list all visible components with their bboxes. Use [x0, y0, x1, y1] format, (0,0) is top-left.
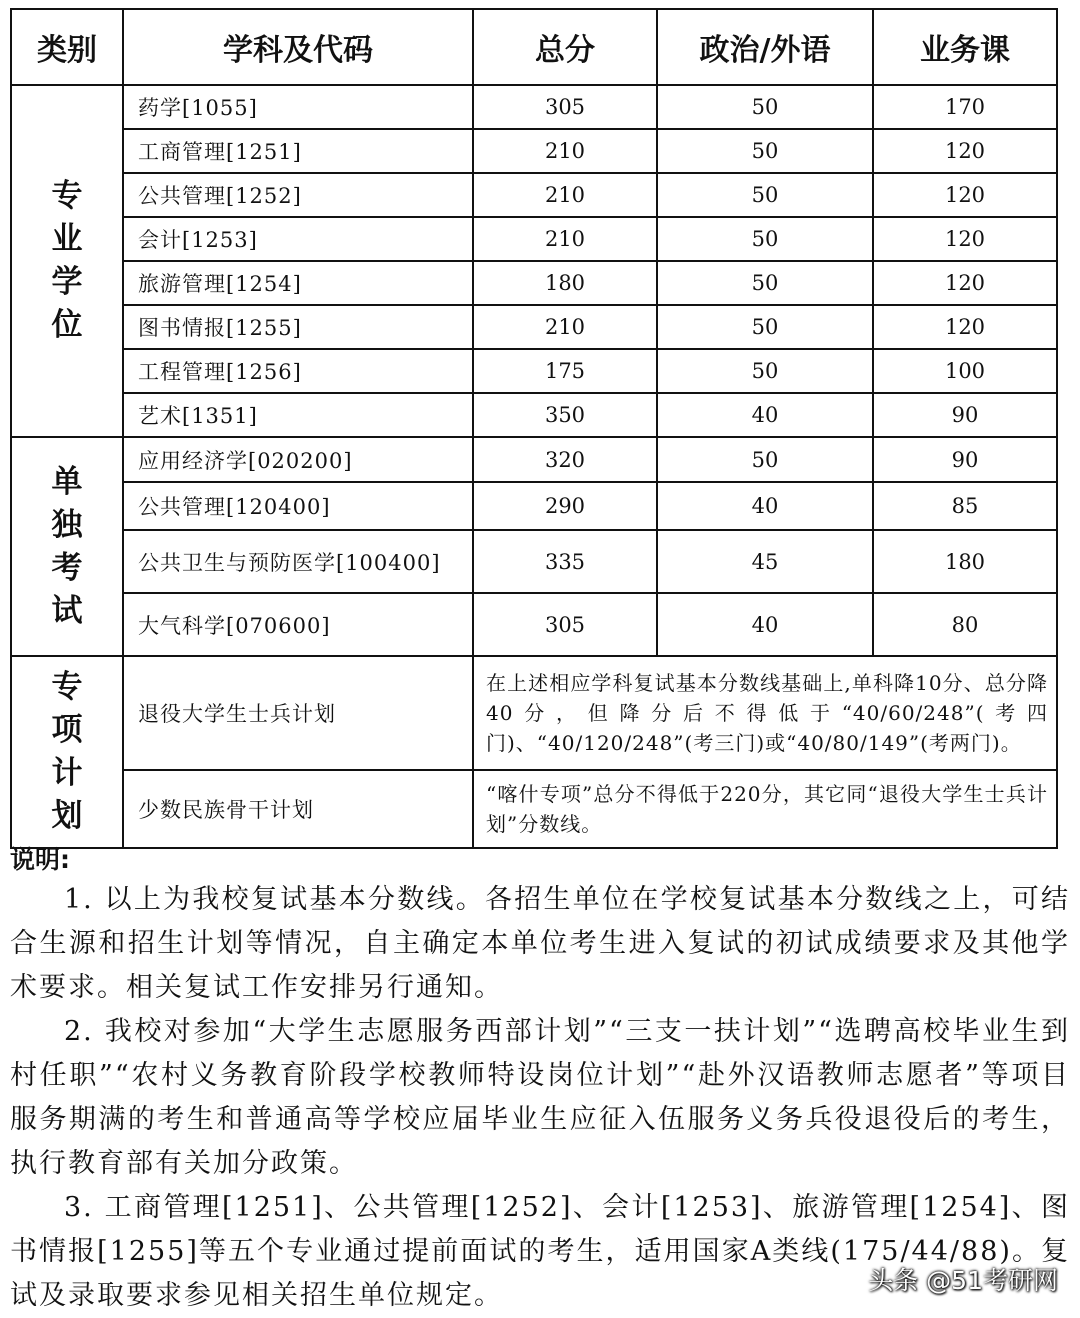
- major-cell: 120: [873, 129, 1057, 173]
- major-cell: 120: [873, 173, 1057, 217]
- header-politics-language: 政治/外语: [657, 9, 873, 85]
- header-category: 类别: [11, 9, 123, 85]
- table-row: [11, 593, 1057, 656]
- subject-cell: 少数民族骨干计划: [123, 770, 473, 848]
- category-label: 专业学位: [51, 178, 83, 343]
- total-cell: 210: [473, 173, 657, 217]
- subject-cell: 大气科学[070600]: [123, 593, 473, 656]
- note-paragraph: 1. 以上为我校复试基本分数线。各招生单位在学校复试基本分数线之上，可结合生源和招生计划等情况，自主确定本单位考生进入复试的初试成绩要求及其他学术要求。相关复试工作安排另行通知。: [10, 884, 1070, 1003]
- category-cell-professional: [11, 85, 123, 437]
- subject-cell: 药学[1055]: [123, 85, 473, 129]
- total-cell: 335: [473, 530, 657, 593]
- note-paragraph: 2. 我校对参加“大学生志愿服务西部计划”“三支一扶计划”“选聘高校毕业生到村任职”“农村义务教育阶段学校教师特设岗位计划”“赴外汉语教师志愿者”等项目服务期满的考生和普通高等学校应届毕业生应征入伍服务义务兵役退役后的考生，执行教育部有关加分政策。: [10, 1016, 1070, 1179]
- table-row: [11, 530, 1057, 593]
- total-cell: 305: [473, 85, 657, 129]
- politics-cell: 40: [657, 593, 873, 656]
- note-cell: 在上述相应学科复试基本分数线基础上,单科降10分、总分降40分，但降分后不得低于“40/60/248”(考四门)、“40/120/248”(考三门)或“40/80/149”(考两门)。: [473, 656, 1057, 770]
- politics-cell: 50: [657, 437, 873, 482]
- total-cell: 175: [473, 349, 657, 393]
- table-row: [11, 349, 1057, 393]
- table-row: [11, 305, 1057, 349]
- total-cell: 320: [473, 437, 657, 482]
- note-cell: “喀什专项”总分不得低于220分，其它同“退役大学生士兵计划”分数线。: [473, 770, 1057, 848]
- note-paragraph: 3. 工商管理[1251]、公共管理[1252]、会计[1253]、旅游管理[1254]、图书情报[1255]等五个专业通过提前面试的考生，适用国家A类线(175/44/88)。复试及录取要求参见相关招生单位规定。: [10, 1192, 1070, 1311]
- major-cell: 170: [873, 85, 1057, 129]
- total-cell: 210: [473, 305, 657, 349]
- total-cell: 305: [473, 593, 657, 656]
- subject-cell: 旅游管理[1254]: [123, 261, 473, 305]
- total-cell: 180: [473, 261, 657, 305]
- major-cell: 100: [873, 349, 1057, 393]
- table-row: [11, 770, 1057, 848]
- subject-cell: 退役大学生士兵计划: [123, 656, 473, 770]
- politics-cell: 40: [657, 482, 873, 530]
- politics-cell: 45: [657, 530, 873, 593]
- table-row: [11, 482, 1057, 530]
- table-row: [11, 85, 1057, 129]
- category-label: 单独考试: [51, 463, 83, 629]
- politics-cell: 50: [657, 85, 873, 129]
- subject-cell: 公共管理[1252]: [123, 173, 473, 217]
- major-cell: 90: [873, 393, 1057, 437]
- score-table: [10, 8, 1058, 849]
- politics-cell: 50: [657, 129, 873, 173]
- notes-title: 说明:: [10, 845, 70, 874]
- subject-cell: 公共管理[120400]: [123, 482, 473, 530]
- total-cell: 350: [473, 393, 657, 437]
- subject-cell: 工商管理[1251]: [123, 129, 473, 173]
- table-row: [11, 173, 1057, 217]
- subject-cell: 会计[1253]: [123, 217, 473, 261]
- politics-cell: 50: [657, 217, 873, 261]
- major-cell: 120: [873, 217, 1057, 261]
- major-cell: 80: [873, 593, 1057, 656]
- politics-cell: 50: [657, 261, 873, 305]
- total-cell: 290: [473, 482, 657, 530]
- major-cell: 120: [873, 305, 1057, 349]
- total-cell: 210: [473, 129, 657, 173]
- table-row: [11, 129, 1057, 173]
- header-major-course: 业务课: [873, 9, 1057, 85]
- subject-cell: 公共卫生与预防医学[100400]: [123, 530, 473, 593]
- subject-cell: 应用经济学[020200]: [123, 437, 473, 482]
- header-subject: 学科及代码: [123, 9, 473, 85]
- table-row: [11, 437, 1057, 482]
- subject-cell: 工程管理[1256]: [123, 349, 473, 393]
- major-cell: 90: [873, 437, 1057, 482]
- category-cell-separate-exam: [11, 437, 123, 656]
- major-cell: 120: [873, 261, 1057, 305]
- header-row: [11, 9, 1057, 85]
- subject-cell: 艺术[1351]: [123, 393, 473, 437]
- total-cell: 210: [473, 217, 657, 261]
- notes-section: [10, 842, 1070, 1318]
- table-row: [11, 217, 1057, 261]
- header-total: 总分: [473, 9, 657, 85]
- table-row: [11, 656, 1057, 770]
- major-cell: 180: [873, 530, 1057, 593]
- category-label: 专项计划: [51, 669, 83, 834]
- politics-cell: 50: [657, 349, 873, 393]
- politics-cell: 50: [657, 305, 873, 349]
- table-row: [11, 261, 1057, 305]
- watermark: 头条 @51考研网: [868, 1266, 1058, 1295]
- politics-cell: 40: [657, 393, 873, 437]
- major-cell: 85: [873, 482, 1057, 530]
- table-row: [11, 393, 1057, 437]
- subject-cell: 图书情报[1255]: [123, 305, 473, 349]
- politics-cell: 50: [657, 173, 873, 217]
- category-cell-special-plan: [11, 656, 123, 848]
